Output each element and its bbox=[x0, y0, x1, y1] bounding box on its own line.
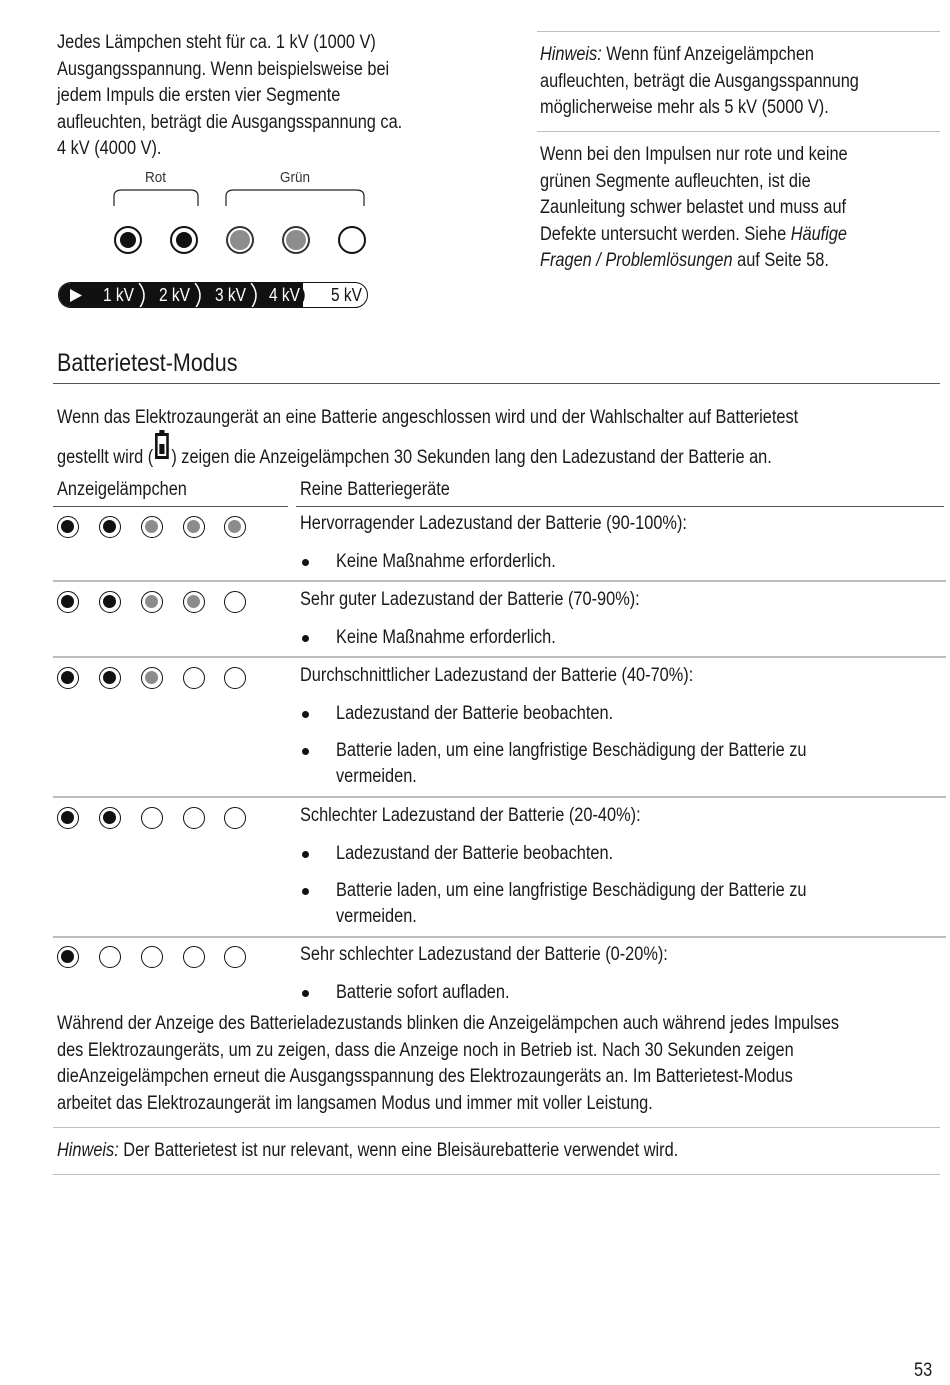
table-header-rule bbox=[296, 506, 944, 507]
note-bottom bbox=[57, 1138, 678, 1165]
row-bullet: Keine Maßnahme erforderlich. bbox=[336, 551, 556, 572]
lamp-indicator bbox=[224, 591, 246, 613]
right-line: Zaunleitung schwer belastet und muss auf bbox=[540, 197, 847, 218]
divider bbox=[53, 1127, 940, 1128]
row-bullet: Batterie laden, um eine langfristige Beschädigung der Batterie zu bbox=[336, 740, 807, 761]
closing-line: Während der Anzeige des Batterieladezustands blinken die Anzeigelämpchen auch während jedes Impulses bbox=[57, 1013, 840, 1034]
lamp-2 bbox=[170, 226, 198, 254]
battery-icon bbox=[153, 440, 170, 466]
row-bullet-cont: vermeiden. bbox=[336, 906, 417, 927]
divider bbox=[53, 1174, 940, 1175]
lamp-indicator bbox=[141, 667, 163, 689]
note-label: Hinweis: bbox=[57, 1140, 119, 1161]
bullet bbox=[302, 851, 309, 858]
battery-intro-text: gestellt wird ( bbox=[57, 447, 154, 468]
row-title: Sehr schlechter Ladezustand der Batterie (0-20%): bbox=[300, 944, 668, 965]
bullet bbox=[302, 990, 309, 997]
lamp-indicator bbox=[141, 591, 163, 613]
row-divider bbox=[53, 796, 946, 798]
row-bullet-cont: vermeiden. bbox=[336, 766, 417, 787]
label-red: Rot bbox=[145, 169, 167, 186]
row-bullet: Ladezustand der Batterie beobachten. bbox=[336, 703, 614, 724]
right-line: auf Seite 58. bbox=[732, 250, 829, 271]
scale-label-1kv: 1 kV bbox=[103, 285, 134, 305]
row-bullet: Keine Maßnahme erforderlich. bbox=[336, 627, 556, 648]
right-line: Defekte untersucht werden. Siehe bbox=[540, 223, 791, 245]
note-label: Hinweis: bbox=[540, 44, 602, 65]
right-line: Wenn bei den Impulsen nur rote und keine bbox=[540, 144, 848, 165]
lamp-3 bbox=[226, 226, 254, 254]
lamp-indicator bbox=[183, 807, 205, 829]
lamp-indicator bbox=[183, 591, 205, 613]
note-text: aufleuchten, beträgt die Ausgangsspannung bbox=[540, 70, 859, 92]
divider bbox=[537, 131, 940, 132]
section-heading: Batterietest-Modus bbox=[57, 349, 238, 377]
row-bullet: Batterie sofort aufladen. bbox=[336, 982, 510, 1003]
lamp-indicator bbox=[141, 516, 163, 538]
intro-line: Jedes Lämpchen steht für ca. 1 kV (1000 V) bbox=[57, 32, 376, 53]
intro-line: aufleuchten, beträgt die Ausgangsspannung ca. bbox=[57, 111, 403, 133]
table-header-lamps: Anzeigelämpchen bbox=[57, 479, 187, 500]
lamp-indicator bbox=[183, 516, 205, 538]
scale-label-4kv: 4 kV bbox=[269, 285, 300, 305]
scale-label-3kv: 3 kV bbox=[215, 285, 246, 305]
right-line: grünen Segmente aufleuchten, ist die bbox=[540, 170, 811, 192]
bullet bbox=[302, 559, 309, 566]
lamp-indicator bbox=[57, 807, 79, 829]
bullet bbox=[302, 748, 309, 755]
bullet bbox=[302, 888, 309, 895]
closing-line: dieAnzeigelämpchen erneut die Ausgangsspannung des Elektrozaungeräts an. Im Batterietest-Modus bbox=[57, 1066, 793, 1087]
note-text: möglicherweise mehr als 5 kV (5000 V). bbox=[540, 97, 829, 118]
lamp-indicator bbox=[224, 807, 246, 829]
row-title: Hervorragender Ladezustand der Batterie (90-100%): bbox=[300, 513, 687, 534]
bullet bbox=[302, 635, 309, 642]
note-text: Wenn fünf Anzeigelämpchen bbox=[601, 44, 815, 65]
intro-line: 4 kV (4000 V). bbox=[57, 138, 162, 159]
battery-intro-line2 bbox=[57, 440, 772, 472]
voltage-scale bbox=[58, 282, 368, 308]
lamp-indicator bbox=[224, 667, 246, 689]
lamp-indicator bbox=[141, 807, 163, 829]
row-title: Schlechter Ladezustand der Batterie (20-40%): bbox=[300, 805, 641, 826]
lamp-indicator bbox=[99, 807, 121, 829]
intro-line: Ausgangsspannung. Wenn beispielsweise bei bbox=[57, 58, 390, 80]
right-paragraph bbox=[540, 142, 848, 275]
lamp-indicator bbox=[183, 667, 205, 689]
lamp-5 bbox=[338, 226, 366, 254]
divider bbox=[537, 31, 940, 32]
intro-paragraph bbox=[57, 30, 402, 163]
lamp-indicator bbox=[224, 516, 246, 538]
page-number: 53 bbox=[914, 1360, 933, 1381]
lamp-indicator bbox=[57, 946, 79, 968]
lamp-indicator bbox=[99, 591, 121, 613]
label-green: Grün bbox=[280, 169, 311, 186]
note-text: Der Batterietest ist nur relevant, wenn eine Bleisäurebatterie verwendet wird. bbox=[118, 1140, 679, 1161]
lamp-4 bbox=[282, 226, 310, 254]
row-divider bbox=[53, 656, 946, 658]
group-brackets bbox=[108, 186, 370, 210]
lamp-indicator bbox=[57, 667, 79, 689]
intro-line: jedem Impuls die ersten vier Segmente bbox=[57, 85, 341, 106]
lamp-1 bbox=[114, 226, 142, 254]
table-header-battery: Reine Batteriegeräte bbox=[300, 479, 450, 500]
row-bullet: Ladezustand der Batterie beobachten. bbox=[336, 843, 614, 864]
heading-rule bbox=[53, 383, 940, 384]
lamp-indicator bbox=[141, 946, 163, 968]
battery-intro-line: Wenn das Elektrozaungerät an eine Batterie angeschlossen wird und der Wahlschalter auf Batterietest bbox=[57, 407, 799, 428]
bullet bbox=[302, 711, 309, 718]
faq-reference: Häufige bbox=[790, 223, 848, 245]
row-divider bbox=[53, 580, 946, 582]
lamp-indicator bbox=[99, 516, 121, 538]
lamp-indicator bbox=[57, 591, 79, 613]
lamp-indicator bbox=[57, 516, 79, 538]
row-divider bbox=[53, 936, 946, 938]
row-title: Sehr guter Ladezustand der Batterie (70-90%): bbox=[300, 589, 640, 610]
scale-label-2kv: 2 kV bbox=[159, 285, 190, 305]
closing-line: arbeitet das Elektrozaungerät im langsamen Modus und immer mit voller Leistung. bbox=[57, 1092, 653, 1114]
row-bullet: Batterie laden, um eine langfristige Beschädigung der Batterie zu bbox=[336, 880, 807, 901]
closing-line: des Elektrozaungeräts, um zu zeigen, dass die Anzeige noch in Betrieb ist. Nach 30 Sekunden zeigen bbox=[57, 1039, 794, 1061]
lamp-indicator bbox=[183, 946, 205, 968]
scale-label-5kv: 5 kV bbox=[331, 285, 362, 305]
lamp-indicator bbox=[99, 946, 121, 968]
table-header-rule bbox=[53, 506, 288, 507]
battery-intro-text: ) zeigen die Anzeigelämpchen 30 Sekunden lang den Ladezustand der Batterie an. bbox=[171, 447, 772, 468]
play-triangle-icon bbox=[69, 288, 83, 303]
closing-paragraph bbox=[57, 1011, 839, 1117]
note-right bbox=[540, 42, 859, 122]
row-title: Durchschnittlicher Ladezustand der Batterie (40-70%): bbox=[300, 665, 694, 686]
faq-reference: Fragen / Problemlösungen bbox=[540, 250, 733, 271]
lamp-indicator bbox=[99, 667, 121, 689]
lamp-indicator bbox=[224, 946, 246, 968]
